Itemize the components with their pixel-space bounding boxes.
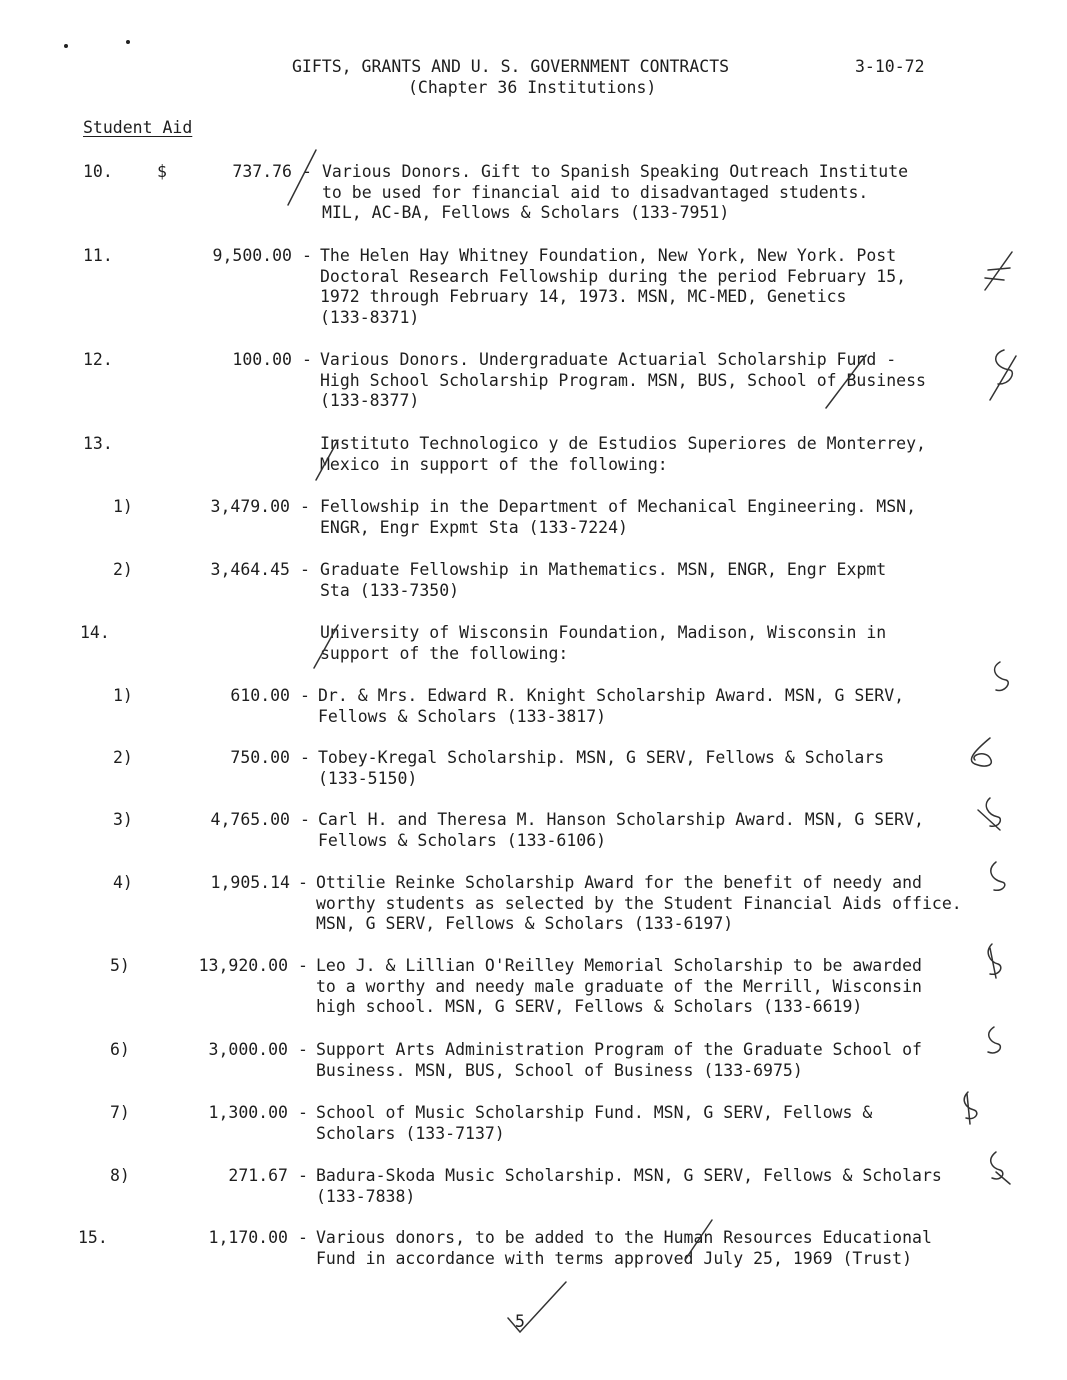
item-amount: 4,765.00 — [210, 810, 290, 829]
item-dash: - — [298, 956, 308, 975]
item-amount: 1,170.00 — [208, 1228, 288, 1247]
item-number: 10. — [83, 162, 113, 181]
item-number: 14. — [80, 623, 110, 642]
item-amount: 750.00 — [230, 748, 290, 767]
document-title: GIFTS, GRANTS AND U. S. GOVERNMENT CONTRACTS — [292, 57, 730, 76]
item-description: School of Music Scholarship Fund. MSN, G SERV, Fellows & Scholars (133-7137) — [316, 1103, 873, 1143]
item-dash: - — [298, 1228, 308, 1247]
subitem-number: 1) — [113, 686, 133, 705]
subitem-number: 1) — [113, 497, 133, 516]
subitem-number: 2) — [113, 748, 133, 767]
item-description: Ottilie Reinke Scholarship Award for the benefit of needy and worthy students as selected by the Student Financial Aids office. MSN, G SERV, Fellows & Scholars (133-6197) — [316, 873, 962, 933]
item-number: 15. — [78, 1228, 108, 1247]
item-dash: - — [302, 350, 312, 369]
item-description: Fellowship in the Department of Mechanical Engineering. MSN, ENGR, Engr Expmt Sta (133-7224) — [320, 497, 917, 537]
item-description: Dr. & Mrs. Edward R. Knight Scholarship Award. MSN, G SERV, Fellows & Scholars (133-3817) — [318, 686, 905, 726]
subitem-number: 6) — [110, 1040, 130, 1059]
item-description: Badura-Skoda Music Scholarship. MSN, G SERV, Fellows & Scholars (133-7838) — [316, 1166, 942, 1206]
item-dash: - — [300, 686, 310, 705]
document-date: 3-10-72 — [855, 57, 925, 76]
item-dash: - — [300, 748, 310, 767]
subitem-number: 2) — [113, 560, 133, 579]
subitem-number: 4) — [113, 873, 133, 892]
item-dash: - — [298, 1166, 308, 1185]
item-amount: 1,905.14 — [210, 873, 290, 892]
item-dash: - — [300, 810, 310, 829]
item-amount: 737.76 — [232, 162, 292, 181]
item-description: Graduate Fellowship in Mathematics. MSN, ENGR, Engr Expmt Sta (133-7350) — [320, 560, 887, 600]
item-amount: 9,500.00 — [212, 246, 292, 265]
item-amount: 13,920.00 — [198, 956, 288, 975]
page-number: 5 — [515, 1312, 525, 1331]
subitem-number: 8) — [110, 1166, 130, 1185]
item-amount: 610.00 — [230, 686, 290, 705]
item-number: 11. — [83, 246, 113, 265]
margin-dot — [64, 44, 68, 48]
section-heading: Student Aid — [83, 118, 193, 137]
item-description: Various Donors. Undergraduate Actuarial Scholarship Fund - High School Scholarship Program. MSN, BUS, School of Business (133-8377) — [320, 350, 926, 410]
item-description: The Helen Hay Whitney Foundation, New York, New York. Post Doctoral Research Fellowship during the period February 15, 1972 through February 14, 1973. MSN, MC-MED, Genetics (133-8371) — [320, 246, 907, 327]
item-number: 12. — [83, 350, 113, 369]
item-description: Various Donors. Gift to Spanish Speaking Outreach Institute to be used for financial aid to disadvantaged students. MIL, AC-BA, Fellows & Scholars (133-7951) — [322, 162, 909, 222]
item-description: Support Arts Administration Program of the Graduate School of Business. MSN, BUS, School of Business (133-6975) — [316, 1040, 922, 1080]
item-description: University of Wisconsin Foundation, Madison, Wisconsin in support of the following: — [320, 623, 887, 663]
subitem-number: 7) — [110, 1103, 130, 1122]
item-dash: - — [300, 560, 310, 579]
item-dash: - — [298, 1103, 308, 1122]
item-description: Various donors, to be added to the Human Resources Educational Fund in accordance with terms approved July 25, 1969 (Trust) — [316, 1228, 932, 1268]
margin-dot — [126, 40, 130, 44]
item-number: 13. — [83, 434, 113, 453]
item-amount: 271.67 — [228, 1166, 288, 1185]
dollar-sign: $ — [157, 162, 167, 181]
item-description: Instituto Technologico y de Estudios Superiores de Monterrey, Mexico in support of the following: — [320, 434, 926, 474]
item-dash: - — [302, 162, 312, 181]
item-amount: 3,479.00 — [210, 497, 290, 516]
subitem-number: 5) — [110, 956, 130, 975]
subitem-number: 3) — [113, 810, 133, 829]
item-description: Tobey-Kregal Scholarship. MSN, G SERV, Fellows & Scholars (133-5150) — [318, 748, 885, 788]
item-description: Carl H. and Theresa M. Hanson Scholarship Award. MSN, G SERV, Fellows & Scholars (133-6106) — [318, 810, 924, 850]
item-dash: - — [298, 1040, 308, 1059]
item-dash: - — [298, 873, 308, 892]
item-amount: 3,464.45 — [210, 560, 290, 579]
item-amount: 1,300.00 — [208, 1103, 288, 1122]
item-dash: - — [300, 497, 310, 516]
document-subtitle: (Chapter 36 Institutions) — [408, 78, 657, 97]
item-description: Leo J. & Lillian O'Reilley Memorial Scholarship to be awarded to a worthy and needy male graduate of the Merrill, Wisconsin high school. MSN, G SERV, Fellows & Scholars (133-6619) — [316, 956, 922, 1016]
item-dash: - — [302, 246, 312, 265]
item-amount: 3,000.00 — [208, 1040, 288, 1059]
item-amount: 100.00 — [232, 350, 292, 369]
